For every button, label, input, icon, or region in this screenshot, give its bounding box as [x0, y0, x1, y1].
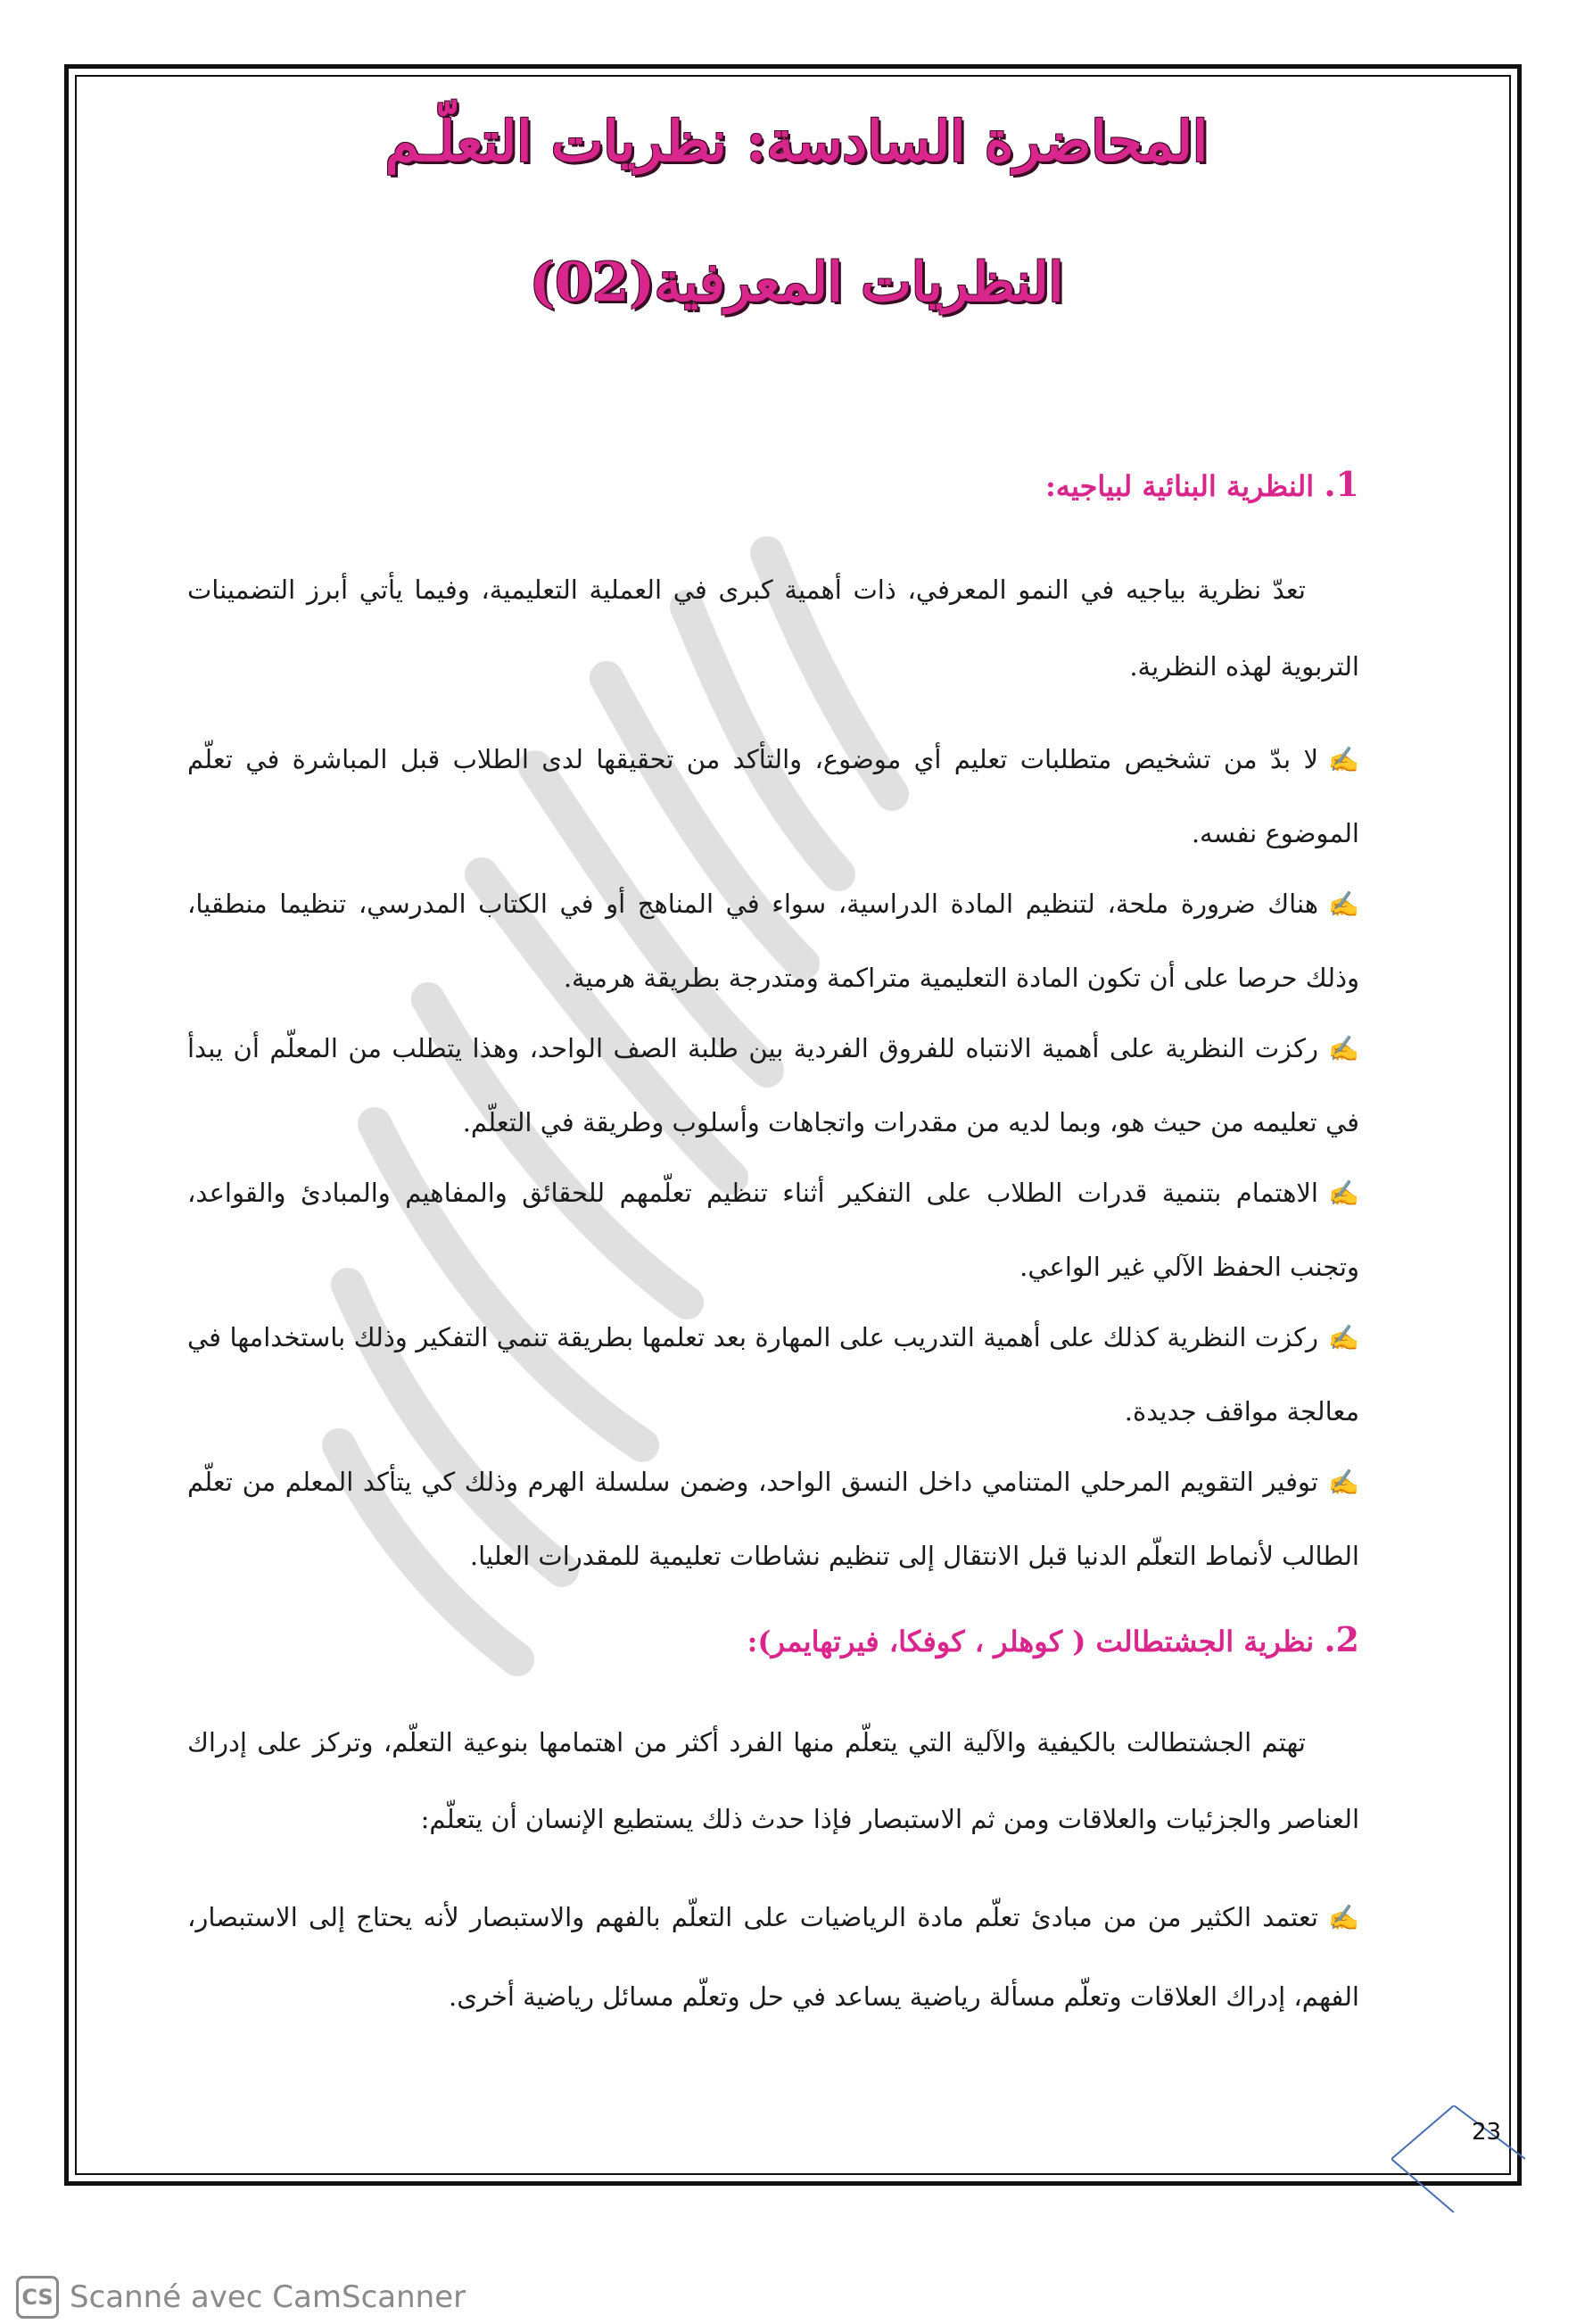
writing-hand-icon: ✍	[1328, 1903, 1359, 1932]
section-2-heading	[747, 1619, 1359, 1659]
camscanner-logo-icon: CS	[16, 2276, 59, 2319]
bullet-text: تعتمد الكثير من من مبادئ تعلّم مادة الرياضيات على التعلّم بالفهم والاستبصار لأنه يحتاج إلى الاستبصار، الفهم، إدراك العلاقات وتعلّم مسألة رياضية يساعد في حل وتعلّم مسائل رياضية أخرى.	[187, 1902, 1359, 2012]
section-1-bullet-2	[187, 867, 1359, 1014]
section-1-bullet-1	[187, 723, 1359, 870]
lecture-subtitle: النظريات المعرفية(02)	[529, 252, 1064, 314]
section-2-bullet-1	[187, 1878, 1359, 2036]
camscanner-footer	[16, 2270, 466, 2324]
section-1-bullet-5	[187, 1301, 1359, 1448]
bullet-text: ركزت النظرية على أهمية الانتباه للفروق الفردية بين طلبة الصف الواحد، وهذا يتطلب من المعلّم أن يبدأ في تعليمه من حيث هو، وبما لديه من مقدرات واتجاهات وأسلوب وطريقة في التعلّم.	[187, 1033, 1359, 1137]
section-1-number: 1.	[1324, 464, 1359, 504]
section-2-title: نظرية الجشتطالت ( كوهلر ، كوفكا، فيرتهايمر):	[747, 1625, 1315, 1658]
lecture-title: المحاضرة السادسة: نظريات التعلّـم	[384, 109, 1209, 174]
bullet-text: لا بدّ من تشخيص متطلبات تعليم أي موضوع، والتأكد من تحقيقها لدى الطلاب قبل المباشرة في تعلّم الموضوع نفسه.	[187, 744, 1359, 848]
page-number-diamond	[1391, 2105, 1525, 2212]
writing-hand-icon: ✍	[1328, 1323, 1359, 1352]
bullet-text: الاهتمام بتنمية قدرات الطلاب على التفكير أثناء تنظيم تعلّمهم للحقائق والمفاهيم والمبادئ والقواعد، وتجنب الحفظ الآلي غير الواعي.	[187, 1178, 1359, 1282]
section-1-bullet-4	[187, 1156, 1359, 1303]
section-1-title: النظرية البنائية لبياجيه:	[1044, 469, 1315, 503]
section-2-intro: تهتم الجشتطالت بالكيفية والآلية التي يتعلّم منها الفرد أكثر من اهتمامها بنوعية التعلّم، وتركز على إدراك العناصر والجزئيات والعلاقات ومن ثم الاستبصار فإذا حدث ذلك يستطيع الإنسان أن يتعلّم:	[187, 1727, 1359, 1834]
writing-hand-icon: ✍	[1328, 745, 1359, 774]
section-1-heading	[1045, 464, 1359, 504]
page-number: 23	[1472, 2119, 1502, 2146]
section-1-intro: تعدّ نظرية بياجيه في النمو المعرفي، ذات أهمية كبرى في العملية التعليمية، وفيما يأتي أبرز التضمينات التربوية لهذه النظرية.	[187, 575, 1359, 682]
bullet-text: هناك ضرورة ملحة، لتنظيم المادة الدراسية، سواء في المناهج أو في الكتاب المدرسي، تنظيما منطقيا، وذلك حرصا على أن تكون المادة التعليمية متراكمة ومتدرجة بطريقة هرمية.	[187, 889, 1359, 993]
bullet-text: توفير التقويم المرحلي المتنامي داخل النسق الواحد، وضمن سلسلة الهرم وذلك كي يتأكد المعلم من تعلّم الطالب لأنماط التعلّم الدنيا قبل الانتقال إلى تنظيم نشاطات تعليمية للمقدرات العليا.	[187, 1467, 1359, 1571]
footer-text: Scanné avec CamScanner	[70, 2279, 466, 2315]
section-2-number: 2.	[1324, 1619, 1359, 1659]
writing-hand-icon: ✍	[1328, 889, 1359, 919]
writing-hand-icon: ✍	[1328, 1179, 1359, 1208]
section-1-bullet-3	[187, 1012, 1359, 1159]
bullet-text: ركزت النظرية كذلك على أهمية التدريب على المهارة بعد تعلمها بطريقة تنمي التفكير وذلك باستخدامها في معالجة مواقف جديدة.	[187, 1322, 1359, 1427]
writing-hand-icon: ✍	[1328, 1034, 1359, 1063]
section-1-bullet-6	[187, 1445, 1359, 1592]
writing-hand-icon: ✍	[1328, 1468, 1359, 1497]
